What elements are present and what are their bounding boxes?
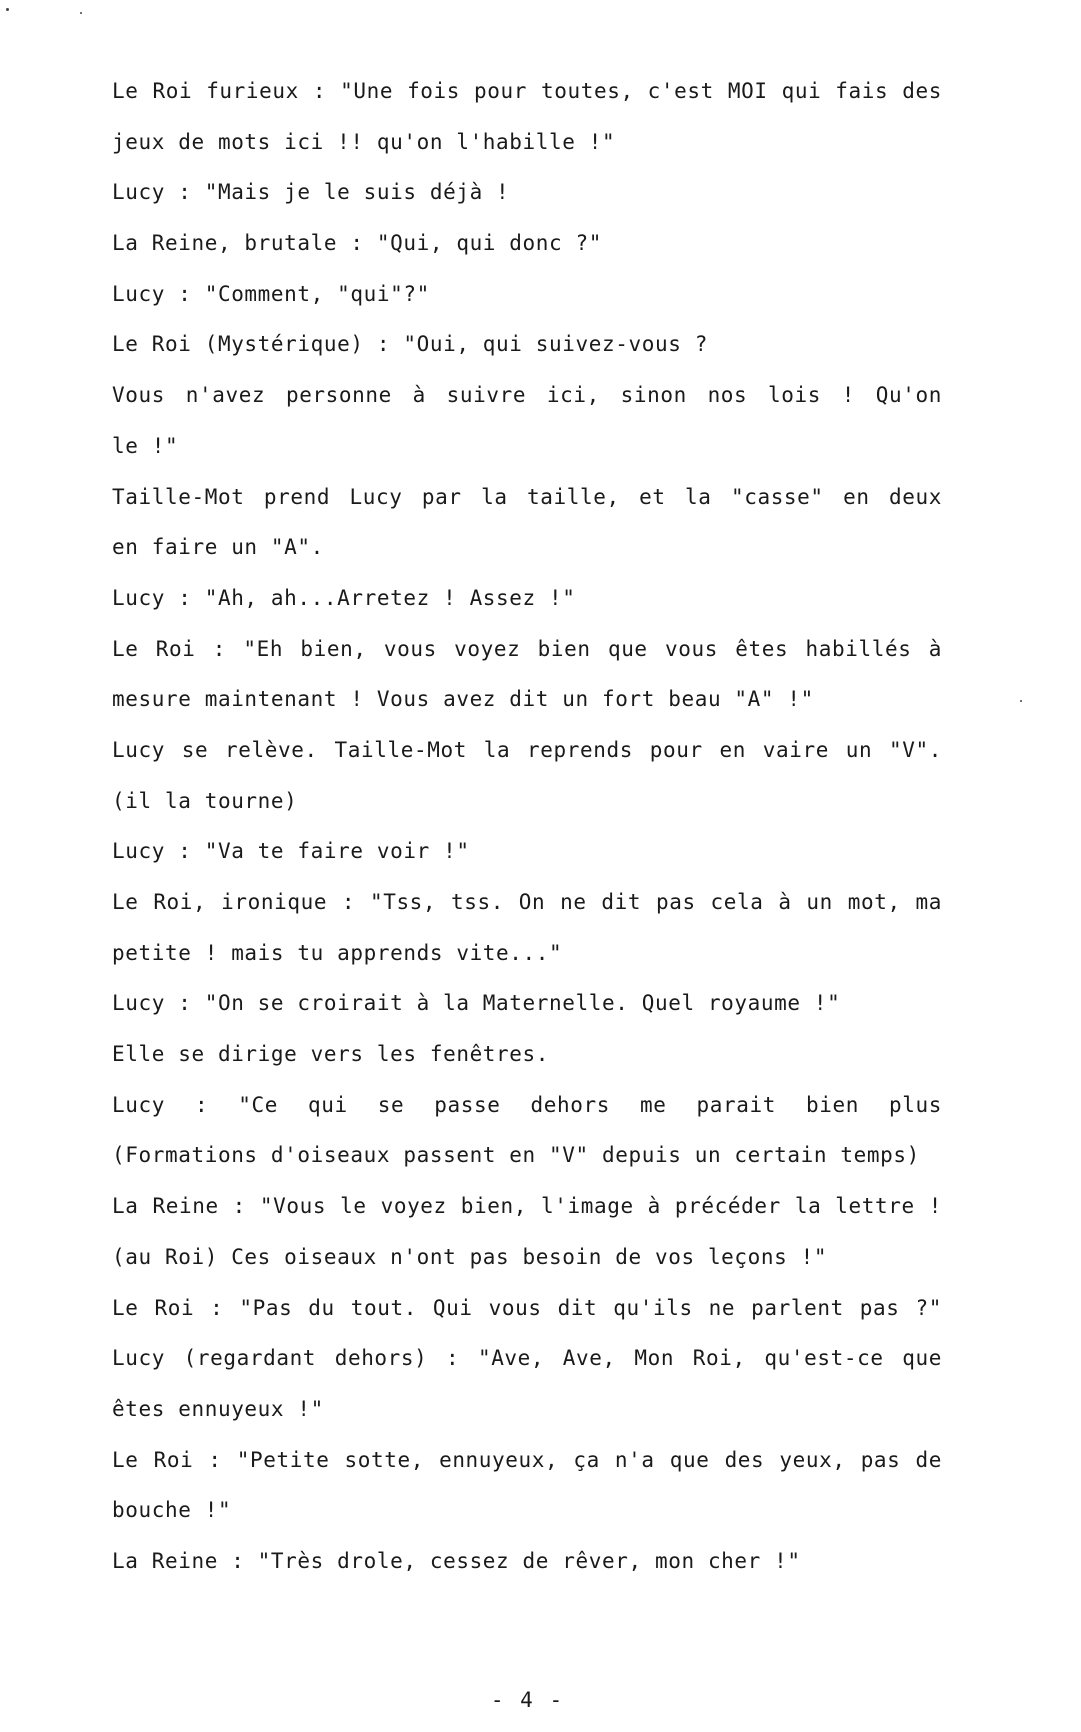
text-line: Le Roi furieux : "Une fois pour toutes, c'est MOI qui fais des — [112, 79, 942, 103]
text-line: La Reine : "Très drole, cessez de rêver, mon cher !" — [112, 1548, 801, 1573]
text-line: mesure maintenant ! Vous avez dit un fort beau "A" !" — [112, 687, 814, 712]
scan-speck — [6, 8, 9, 11]
text-line: (il la tourne) — [112, 788, 298, 813]
text-line: (au Roi) Ces oiseaux n'ont pas besoin de vos leçons !" — [112, 1244, 828, 1269]
text-line: Lucy : "Mais je le suis déjà ! — [112, 180, 510, 205]
text-line: Le Roi : "Pas du tout. Qui vous dit qu'ils ne parlent pas ?" — [112, 1295, 942, 1320]
text-line: La Reine, brutale : "Qui, qui donc ?" — [112, 231, 602, 256]
text-line: êtes ennuyeux !" — [112, 1396, 324, 1421]
text-line: Lucy se relève. Taille-Mot la reprends pour en vaire un "V". — [112, 737, 942, 762]
text-line: le !" — [112, 433, 179, 458]
text-line: bouche !" — [112, 1498, 232, 1523]
scan-speck — [80, 12, 82, 14]
text-line: Le Roi : "Eh bien, vous voyez bien que vous êtes habillés à — [112, 636, 942, 661]
text-line: Le Roi (Mystérique) : "Oui, qui suivez-vous ? — [112, 332, 708, 357]
text-line: Lucy : "Comment, "qui"?" — [112, 281, 430, 306]
document-text-body — [112, 66, 942, 1587]
text-line: Lucy : "Va te faire voir !" — [112, 839, 470, 864]
text-line: (Formations d'oiseaux passent en "V" depuis un certain temps) — [112, 1143, 920, 1168]
text-line: Vous n'avez personne à suivre ici, sinon nos lois ! Qu'on — [112, 383, 942, 408]
text-line: Le Roi, ironique : "Tss, tss. On ne dit pas cela à un mot, ma — [112, 890, 942, 914]
text-line: Lucy : "Ah, ah...Arretez ! Assez !" — [112, 585, 576, 610]
text-line: petite ! mais tu apprends vite..." — [112, 940, 563, 965]
text-line: Lucy (regardant dehors) : "Ave, Ave, Mon Roi, qu'est-ce que — [112, 1346, 942, 1371]
text-line: Elle se dirige vers les fenêtres. — [112, 1042, 550, 1067]
text-line: jeux de mots ici !! qu'on l'habille !" — [112, 129, 616, 154]
text-line: Lucy : "Ce qui se passe dehors me parait bien plus — [112, 1092, 942, 1117]
text-line: Lucy : "On se croirait à la Maternelle. Quel royaume !" — [112, 991, 841, 1016]
page-number: - 4 - — [490, 1688, 565, 1712]
text-line: Taille-Mot prend Lucy par la taille, et la "casse" en deux — [112, 484, 942, 509]
text-line: en faire un "A". — [112, 535, 324, 560]
scan-speck — [1020, 700, 1022, 702]
text-line: La Reine : "Vous le voyez bien, l'image à précéder la lettre ! — [112, 1194, 942, 1219]
text-line: Le Roi : "Petite sotte, ennuyeux, ça n'a que des yeux, pas de — [112, 1447, 942, 1472]
